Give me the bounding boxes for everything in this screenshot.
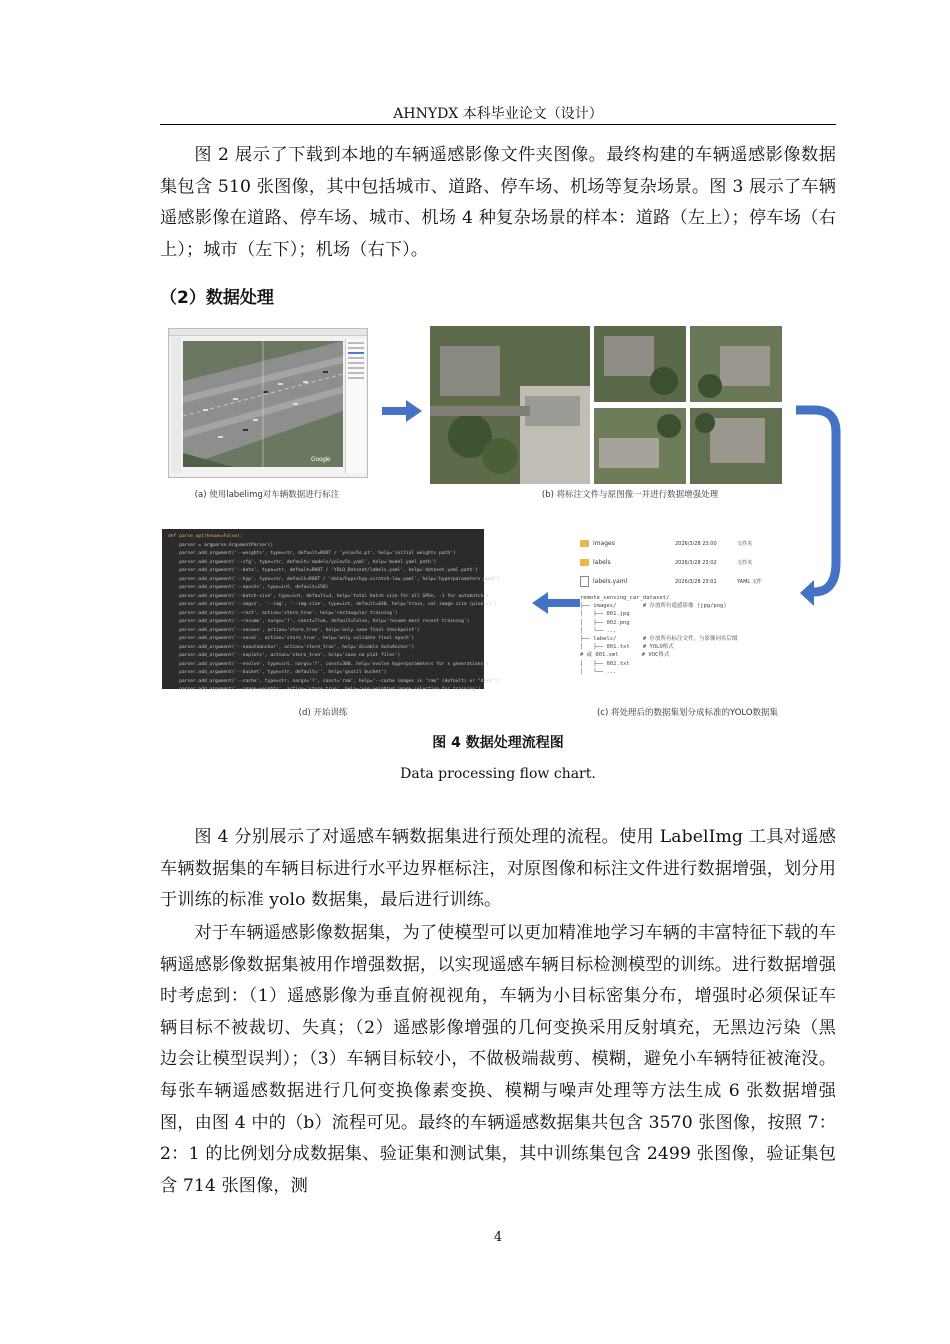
file-row (580, 534, 780, 553)
augmentation-images (430, 326, 826, 484)
tree-line: # 或 001.xml # VOC格式 (580, 652, 670, 659)
page-number: 4 (493, 1230, 503, 1245)
file-type: 文件夹 (737, 541, 753, 547)
code-line: parser.add_argument('--noplots', action='store_true', help='save no plot files') (168, 653, 401, 658)
dataset-tree (580, 594, 795, 694)
file-row (580, 553, 780, 572)
file-name: images (593, 540, 615, 547)
file-name: labels (593, 559, 611, 566)
code-line: parser.add_argument('--rect', action='store_true', help='rectangular training') (168, 610, 398, 616)
aerial-image-aug-4 (690, 408, 782, 484)
code-line: parser.add_argument('--noautoanchor', action='store_true', help='disable AutoAnchor') (168, 644, 415, 650)
code-line: parser.add_argument('--cfg', type=str, default='models/yolov5s.yaml', help='model.yaml path') (168, 559, 437, 565)
code-line: parser.add_argument('--nosave', action='store_true', help='only save final checkpoint') (168, 627, 420, 633)
file-listing (580, 534, 780, 596)
code-line: def parse_opt(known=False): (168, 534, 243, 539)
code-line: parser.add_argument('--cache', type=str, nargs='?', const='ram', help='--cache images in "ram" (default) or "disk"') (168, 678, 500, 684)
code-line: parser.add_argument('--resume', nargs='?', const=True, default=False, help='resume most recent training') (168, 619, 470, 624)
file-date: 2026/3/28 23:02 (675, 559, 717, 566)
code-line: parser = argparse.ArgumentParser() (168, 542, 274, 548)
aerial-image-aug-2 (690, 326, 782, 402)
code-line: parser.add_argument('--noval', action='store_true', help='only validate final epoch') (168, 636, 415, 641)
running-header: AHNYDX 本科毕业论文（设计） (393, 106, 603, 122)
google-watermark: Google (311, 457, 331, 463)
caption-a: (a) 使用labelimg对车辆数据进行标注 (194, 490, 340, 500)
caption-c: (c) 将处理后的数据集划分成标准的YOLO数据集 (596, 708, 779, 718)
figure-title-en: Data processing flow chart. (400, 766, 596, 782)
arrow-curve-down-icon (786, 402, 846, 616)
code-line: parser.add_argument('--image-weights', action='store_true', help='use weighted image selection for training') (168, 687, 481, 692)
labelimg-screenshot (168, 328, 368, 478)
code-line: parser.add_argument('--weights', type=str, default=ROOT / 'yolov5s.pt', help='initial weights path') (168, 551, 456, 556)
tree-line: │ └── ... (580, 668, 617, 675)
figure-title: 图 4 数据处理流程图 (432, 735, 564, 751)
file-row (580, 572, 780, 591)
caption-b: (b) 将标注文件与原图像一并进行数据增强处理 (541, 490, 719, 500)
code-line: parser.add_argument('--bucket', type=str, default='', help='gsutil bucket') (168, 670, 387, 675)
tree-line: │ ├── 002.png (580, 619, 630, 626)
paragraph-3: 对于车辆遥感影像数据集，为了使模型可以更加精准地学习车辆的丰富特征下载的车辆遥感影像数据集被用作增强数据，以实现遥感车辆目标检测模型的训练。进行数据增强时考虑到：（1）遥感影像为垂直俯视视角，车辆为小目标密集分布，增强时必须保证车辆目标不被裁切、失真；（2）遥感影像增强的几何变换采用反射填充，无黑边污染（黑边会让模型误判）；（3）车辆目标较小，不做极端裁剪、模糊，避免小车辆特征被淹没。每张车辆遥感数据进行几何变换像素变换、模糊与噪声处理等方法生成 6 张数据增强图，由图 4 中的（b）流程可见。最终的车辆遥感数据集共包含 3570 张图像，按照 7：2：1 的比例划分成数据集、验证集和测试集，其中训练集包含 2499 张图像，验证集包含 714 张图像，测 (160, 923, 836, 1196)
tree-line: │ ├── 002.txt (580, 660, 630, 667)
section-heading: （2）数据处理 (160, 288, 274, 308)
file-date: 2026/3/28 23:01 (675, 578, 717, 585)
tree-line: remote_sensing_car_dataset/ (580, 595, 670, 601)
code-line: parser.add_argument('--epochs', type=int, default=150) (168, 585, 329, 590)
road-aerial-image (183, 341, 343, 467)
tree-line: │ └── ... (580, 627, 617, 634)
tree-line: ├── images/ # 存放所有遥感影像 (jpg/png) (580, 603, 727, 610)
file-date: 2026/3/28 23:00 (675, 540, 717, 547)
code-line: parser.add_argument('--evolve', type=int, nargs='?', const=300, help='evolve hyperparameters for x generations') (168, 661, 489, 667)
tree-line: ├── labels/ # 存放所有标注文件，与影像同名后缀 (580, 636, 738, 643)
arrow-left-icon (532, 592, 580, 614)
figure-4 (160, 322, 840, 722)
code-line: parser.add_argument('--hyp', type=str, default=ROOT / 'data/hyps/hyp.scratch-low.yaml', help='hyperparameters path') (168, 576, 500, 582)
paragraph-2: 图 4 分别展示了对遥感车辆数据集进行预处理的流程。使用 LabelImg 工具对遥感车辆数据集的车辆目标进行水平边界框标注，对原图像和标注文件进行数据增强，划分用于训练的标准 yolo 数据集，最后进行训练。 (160, 827, 836, 911)
code-line: parser.add_argument('--data', type=str, default=ROOT / 'YOLO_Dataset/labels.yaml', help='dataset.yaml path') (168, 568, 478, 573)
file-type: 文件夹 (737, 560, 753, 566)
caption-d: (d) 开始训练 (298, 708, 348, 718)
arrow-right-icon (382, 400, 422, 422)
file-type: YAML 文件 (737, 579, 762, 585)
aerial-image-aug-3 (594, 408, 686, 484)
code-line: parser.add_argument('--imgsz', '--img', '--img-size', type=int, default=640, help='train, val image size (pixels)') (168, 602, 498, 607)
tree-line: │ ├── 001.txt # YOLO格式 (580, 644, 674, 651)
paragraph-1: 图 2 展示了下载到本地的车辆遥感影像文件夹图像。最终构建的车辆遥感影像数据集包含 510 张图像，其中包括城市、道路、停车场、机场等复杂场景。图 3 展示了车辆遥感影像在道路、停车场、城市、机场 4 种复杂场景的样本：道路（左上）；停车场（右上）；城市（左下）；机场（右下）。 (160, 145, 836, 260)
folder-icon (580, 559, 589, 566)
header-rule (160, 124, 836, 125)
tree-line: │ ├── 001.jpg (580, 611, 630, 618)
file-name: labels.yaml (593, 578, 628, 585)
file-icon (580, 576, 589, 587)
aerial-image-aug-1 (594, 326, 686, 402)
aerial-image-original (430, 326, 590, 484)
folder-icon (580, 540, 589, 547)
code-line: parser.add_argument('--batch-size', type=int, default=4, help='total batch size for all GPUs, -1 for autobatch') (168, 593, 489, 599)
training-code-panel (162, 529, 500, 692)
